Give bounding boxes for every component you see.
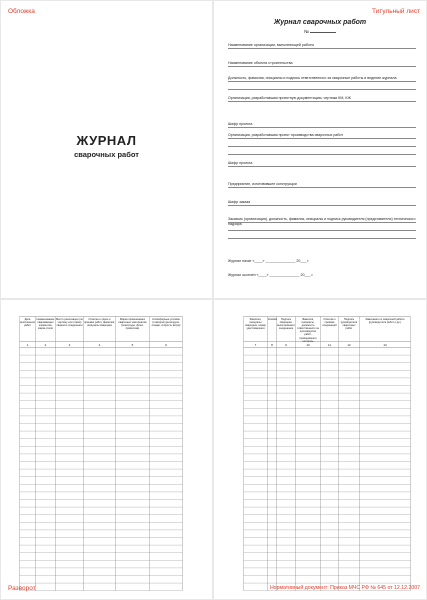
title-field-label: Должность, фамилия, инициалы и подпись ответственного за сварочные работы и ведение журнала bbox=[228, 76, 397, 80]
title-field-line bbox=[228, 205, 416, 206]
title-field-line bbox=[228, 154, 416, 155]
title-field-line bbox=[228, 146, 416, 147]
column-number: 7 bbox=[254, 342, 257, 347]
journal-start: Журнал начат «____» _______________ 20___ г. bbox=[228, 259, 310, 263]
title-field-label: Шифр проекта bbox=[228, 122, 253, 126]
column-header: Атмосферные условия (температура воздуха, осадки, скорость ветра) bbox=[151, 318, 181, 328]
column-number: 10 bbox=[306, 342, 310, 347]
title-field-line bbox=[228, 89, 416, 90]
log-table-left bbox=[19, 316, 183, 591]
journal-number: № bbox=[214, 29, 426, 34]
column-header: Марка применяемых сварочных материалов (электроды, флюс, проволока) bbox=[118, 318, 147, 331]
column-header: Отметка о приемке соединений bbox=[322, 318, 337, 328]
column-header: Отметка о сдаче и приемке работ, фамилия, инициалы сварщика bbox=[84, 318, 115, 328]
column-number: 2 bbox=[44, 342, 47, 347]
column-header: Дата выполнения работ bbox=[20, 318, 35, 328]
title-field-label: Организация, разработавшая проект производства сварочных работ bbox=[228, 133, 344, 137]
column-number: 4 bbox=[98, 342, 101, 347]
column-number: 6 bbox=[165, 342, 167, 347]
title-field-line bbox=[228, 101, 416, 102]
spread-right-page bbox=[214, 300, 426, 599]
column-number: 3 bbox=[68, 342, 71, 347]
title-field-label: Шифр заказа bbox=[228, 200, 251, 204]
title-page bbox=[214, 1, 426, 298]
column-number: 11 bbox=[327, 342, 332, 347]
cover-title: ЖУРНАЛ bbox=[76, 133, 137, 148]
column-header: Фамилия, инициалы, должность ответственного за производство работ, проводившего контроль bbox=[297, 318, 319, 343]
title-field-line bbox=[228, 48, 416, 49]
cover-page bbox=[1, 1, 212, 298]
column-number: 13 bbox=[383, 342, 387, 347]
column-number: 12 bbox=[347, 342, 351, 347]
title-field-label: Наименование объекта строительства bbox=[228, 61, 293, 65]
cover-subtitle: сварочных работ bbox=[74, 150, 139, 159]
column-header: Фамилия, инициалы сварщика, номер удостоверения bbox=[245, 318, 266, 331]
spread-corner-label: Разворот bbox=[8, 585, 36, 592]
column-header: Наименование свариваемых элементов, марка стали bbox=[36, 318, 55, 331]
column-header: Подпись сварщика, выполнившего соединение bbox=[277, 318, 295, 331]
title-field-line bbox=[228, 238, 416, 239]
title-field-line bbox=[228, 138, 416, 139]
column-header: Клеймо bbox=[268, 318, 278, 321]
log-table-right bbox=[243, 316, 411, 591]
column-number: 5 bbox=[131, 342, 134, 347]
journal-end: Журнал окончен «____» _______________ 20___ г. bbox=[228, 273, 314, 277]
column-header: Замечания по сварочной работе (руководителя работ и др.) bbox=[365, 318, 405, 325]
column-number: 8 bbox=[271, 342, 273, 347]
title-field-line bbox=[228, 222, 416, 223]
title-field-label: Наименование организации, выполняющей работы bbox=[228, 43, 315, 47]
title-page-heading: Журнал сварочных работ bbox=[273, 19, 367, 26]
title-field-line bbox=[228, 127, 416, 128]
title-field-line bbox=[228, 81, 416, 82]
table-grid bbox=[243, 316, 411, 591]
title-field-line bbox=[228, 230, 416, 231]
title-field-line bbox=[228, 187, 416, 188]
cover-corner-label: Обложка bbox=[8, 8, 35, 15]
title-field-line bbox=[228, 166, 416, 167]
title-field-label: Организация, разработавшая проектную документацию, чертежи КМ, КЖ bbox=[228, 96, 351, 100]
spread-left-page bbox=[1, 300, 212, 599]
title-field-label: Заказчик (организация), должность, фамилия, инициалы и подпись руководителя (представителя) технического надзора bbox=[228, 217, 416, 226]
title-field-line bbox=[228, 66, 416, 67]
title-field-label: Предприятие, изготовившее конструкции bbox=[228, 182, 297, 186]
column-header: Место реализации (по чертежу или схеме) сварного соединения bbox=[56, 318, 83, 328]
column-header: Подпись руководителя сварочных работ bbox=[340, 318, 358, 331]
title-page-corner-label: Титульный лист bbox=[371, 8, 420, 15]
title-field-label: Шифр проекта bbox=[228, 161, 253, 165]
column-number: 9 bbox=[285, 342, 287, 347]
regulatory-document-label: Нормативный документ: Приказ МЧС РФ № 645 от 12.12.2007 bbox=[269, 585, 420, 591]
table-grid bbox=[19, 316, 183, 591]
column-number: 1 bbox=[26, 342, 29, 347]
